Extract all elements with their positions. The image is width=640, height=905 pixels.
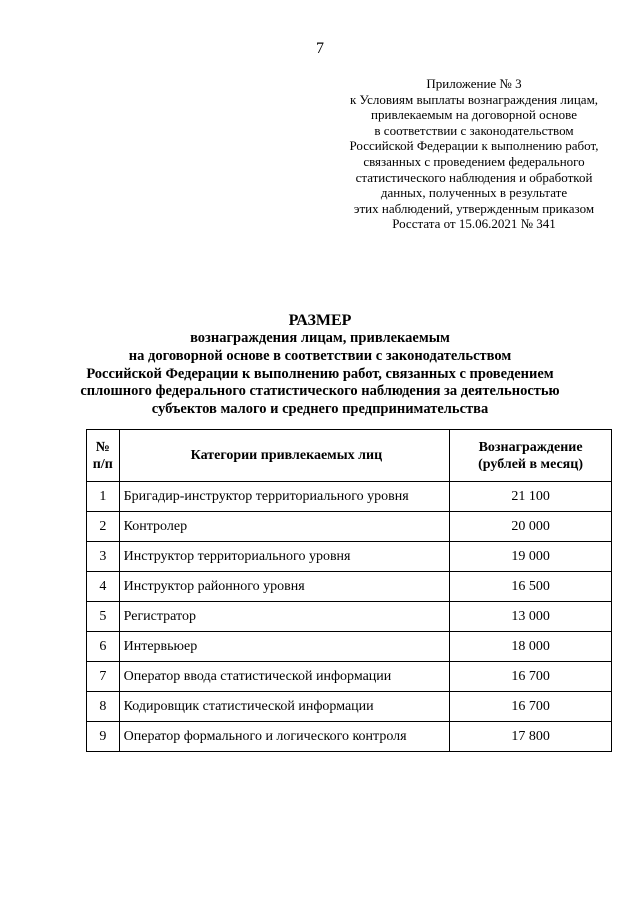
- header-number-line: п/п: [92, 456, 113, 472]
- table-row: [87, 722, 612, 752]
- row-category: Контролер: [119, 512, 450, 542]
- header-number: [87, 430, 120, 482]
- row-category: Кодировщик статистической информации: [119, 692, 450, 722]
- subtitle-line: сплошного федерального статистического наблюдения за деятельностью: [80, 383, 560, 400]
- table-header-row: [87, 430, 612, 482]
- row-amount: 21 100: [450, 482, 612, 512]
- appendix-line: данных, полученных в результате: [380, 185, 568, 201]
- row-amount: 17 800: [450, 722, 612, 752]
- row-amount: 16 500: [450, 572, 612, 602]
- row-category: Бригадир-инструктор территориального уровня: [119, 482, 450, 512]
- header-amount: [450, 430, 612, 482]
- appendix-line: связанных с проведением федерального: [363, 153, 585, 169]
- table-row: [87, 692, 612, 722]
- subtitle-line: на договорной основе в соответствии с законодательством: [128, 347, 512, 364]
- appendix-line: к Условиям выплаты вознаграждения лицам,: [349, 91, 599, 107]
- row-amount: 16 700: [450, 692, 612, 722]
- row-number: 1: [87, 482, 120, 512]
- row-category: Оператор ввода статистической информации: [119, 662, 450, 692]
- row-amount: 20 000: [450, 512, 612, 542]
- page-number: 7: [316, 40, 324, 57]
- table-row: [87, 632, 612, 662]
- appendix-line: статистического наблюдения и обработкой: [355, 169, 593, 185]
- subtitle-line: Российской Федерации к выполнению работ, связанных с проведением: [86, 365, 554, 382]
- appendix-line: этих наблюдений, утвержденным приказом: [353, 200, 595, 216]
- row-category: Инструктор территориального уровня: [119, 542, 450, 572]
- row-number: 7: [87, 662, 120, 692]
- table-row: [87, 542, 612, 572]
- row-amount: 16 700: [450, 662, 612, 692]
- row-category: Оператор формального и логического контроля: [119, 722, 450, 752]
- table-row: [87, 512, 612, 542]
- header-amount-line: (рублей в месяц): [478, 456, 583, 472]
- row-number: 6: [87, 632, 120, 662]
- table-row: [87, 602, 612, 632]
- row-number: 2: [87, 512, 120, 542]
- table-row: [87, 662, 612, 692]
- row-number: 9: [87, 722, 120, 752]
- row-number: 3: [87, 542, 120, 572]
- appendix-line: Приложение № 3: [426, 76, 522, 91]
- subtitle-line: субъектов малого и среднего предпринимательства: [151, 401, 489, 418]
- document-title: РАЗМЕР: [288, 312, 352, 329]
- row-number: 4: [87, 572, 120, 602]
- table-row: [87, 482, 612, 512]
- row-category: Регистратор: [119, 602, 450, 632]
- row-number: 5: [87, 602, 120, 632]
- table-row: [87, 572, 612, 602]
- appendix-line: в соответствии с законодательством: [374, 122, 574, 138]
- row-amount: 13 000: [450, 602, 612, 632]
- header-category: Категории привлекаемых лиц: [119, 430, 450, 482]
- row-amount: 18 000: [450, 632, 612, 662]
- header-amount-line: Вознаграждение: [478, 439, 583, 455]
- row-category: Интервьюер: [119, 632, 450, 662]
- subtitle-line: вознаграждения лицам, привлекаемым: [190, 330, 450, 346]
- row-amount: 19 000: [450, 542, 612, 572]
- row-category: Инструктор районного уровня: [119, 572, 450, 602]
- document-subtitle: [0, 330, 640, 419]
- appendix-block: [340, 76, 608, 232]
- appendix-line: Росстата от 15.06.2021 № 341: [392, 216, 556, 232]
- header-number-line: №: [95, 439, 110, 455]
- appendix-line: Российской Федерации к выполнению работ,: [349, 138, 599, 154]
- row-number: 8: [87, 692, 120, 722]
- appendix-line: привлекаемым на договорной основе: [371, 107, 577, 123]
- rates-table: [86, 429, 612, 752]
